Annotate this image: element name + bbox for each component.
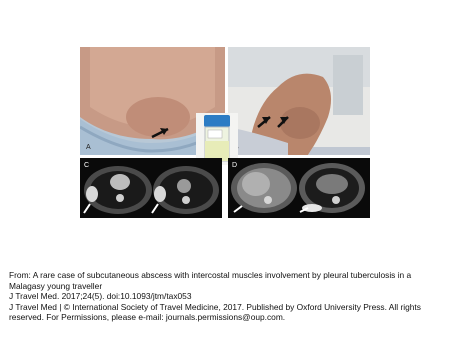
caption-copyright: J Travel Med | © International Society of Travel Medicine, 2017. Published by Oxford University Press. All rights reserved. For Permissions, please e-mail: journals.permissions@oup.com. xyxy=(9,301,421,322)
caption-title: From: A rare case of subcutaneous abscess with intercostal muscles involvement by pleural tuberculosis in a Malagasy young traveller xyxy=(9,270,412,291)
figure-caption xyxy=(9,270,447,323)
panel-d-image xyxy=(228,158,370,218)
panel-c-label: C xyxy=(84,162,90,169)
caption-citation: J Travel Med. 2017;24(5). doi:10.1093/jtm/tax053 xyxy=(9,291,192,301)
panel-d-ct xyxy=(228,158,370,218)
panel-b-image xyxy=(228,47,370,155)
panel-d-label: D xyxy=(232,162,238,169)
panel-c-ct xyxy=(80,158,222,218)
panel-c-image xyxy=(80,158,222,218)
panel-b-photo xyxy=(228,47,370,155)
figure xyxy=(80,47,370,257)
panel-a-label: A xyxy=(86,144,91,151)
